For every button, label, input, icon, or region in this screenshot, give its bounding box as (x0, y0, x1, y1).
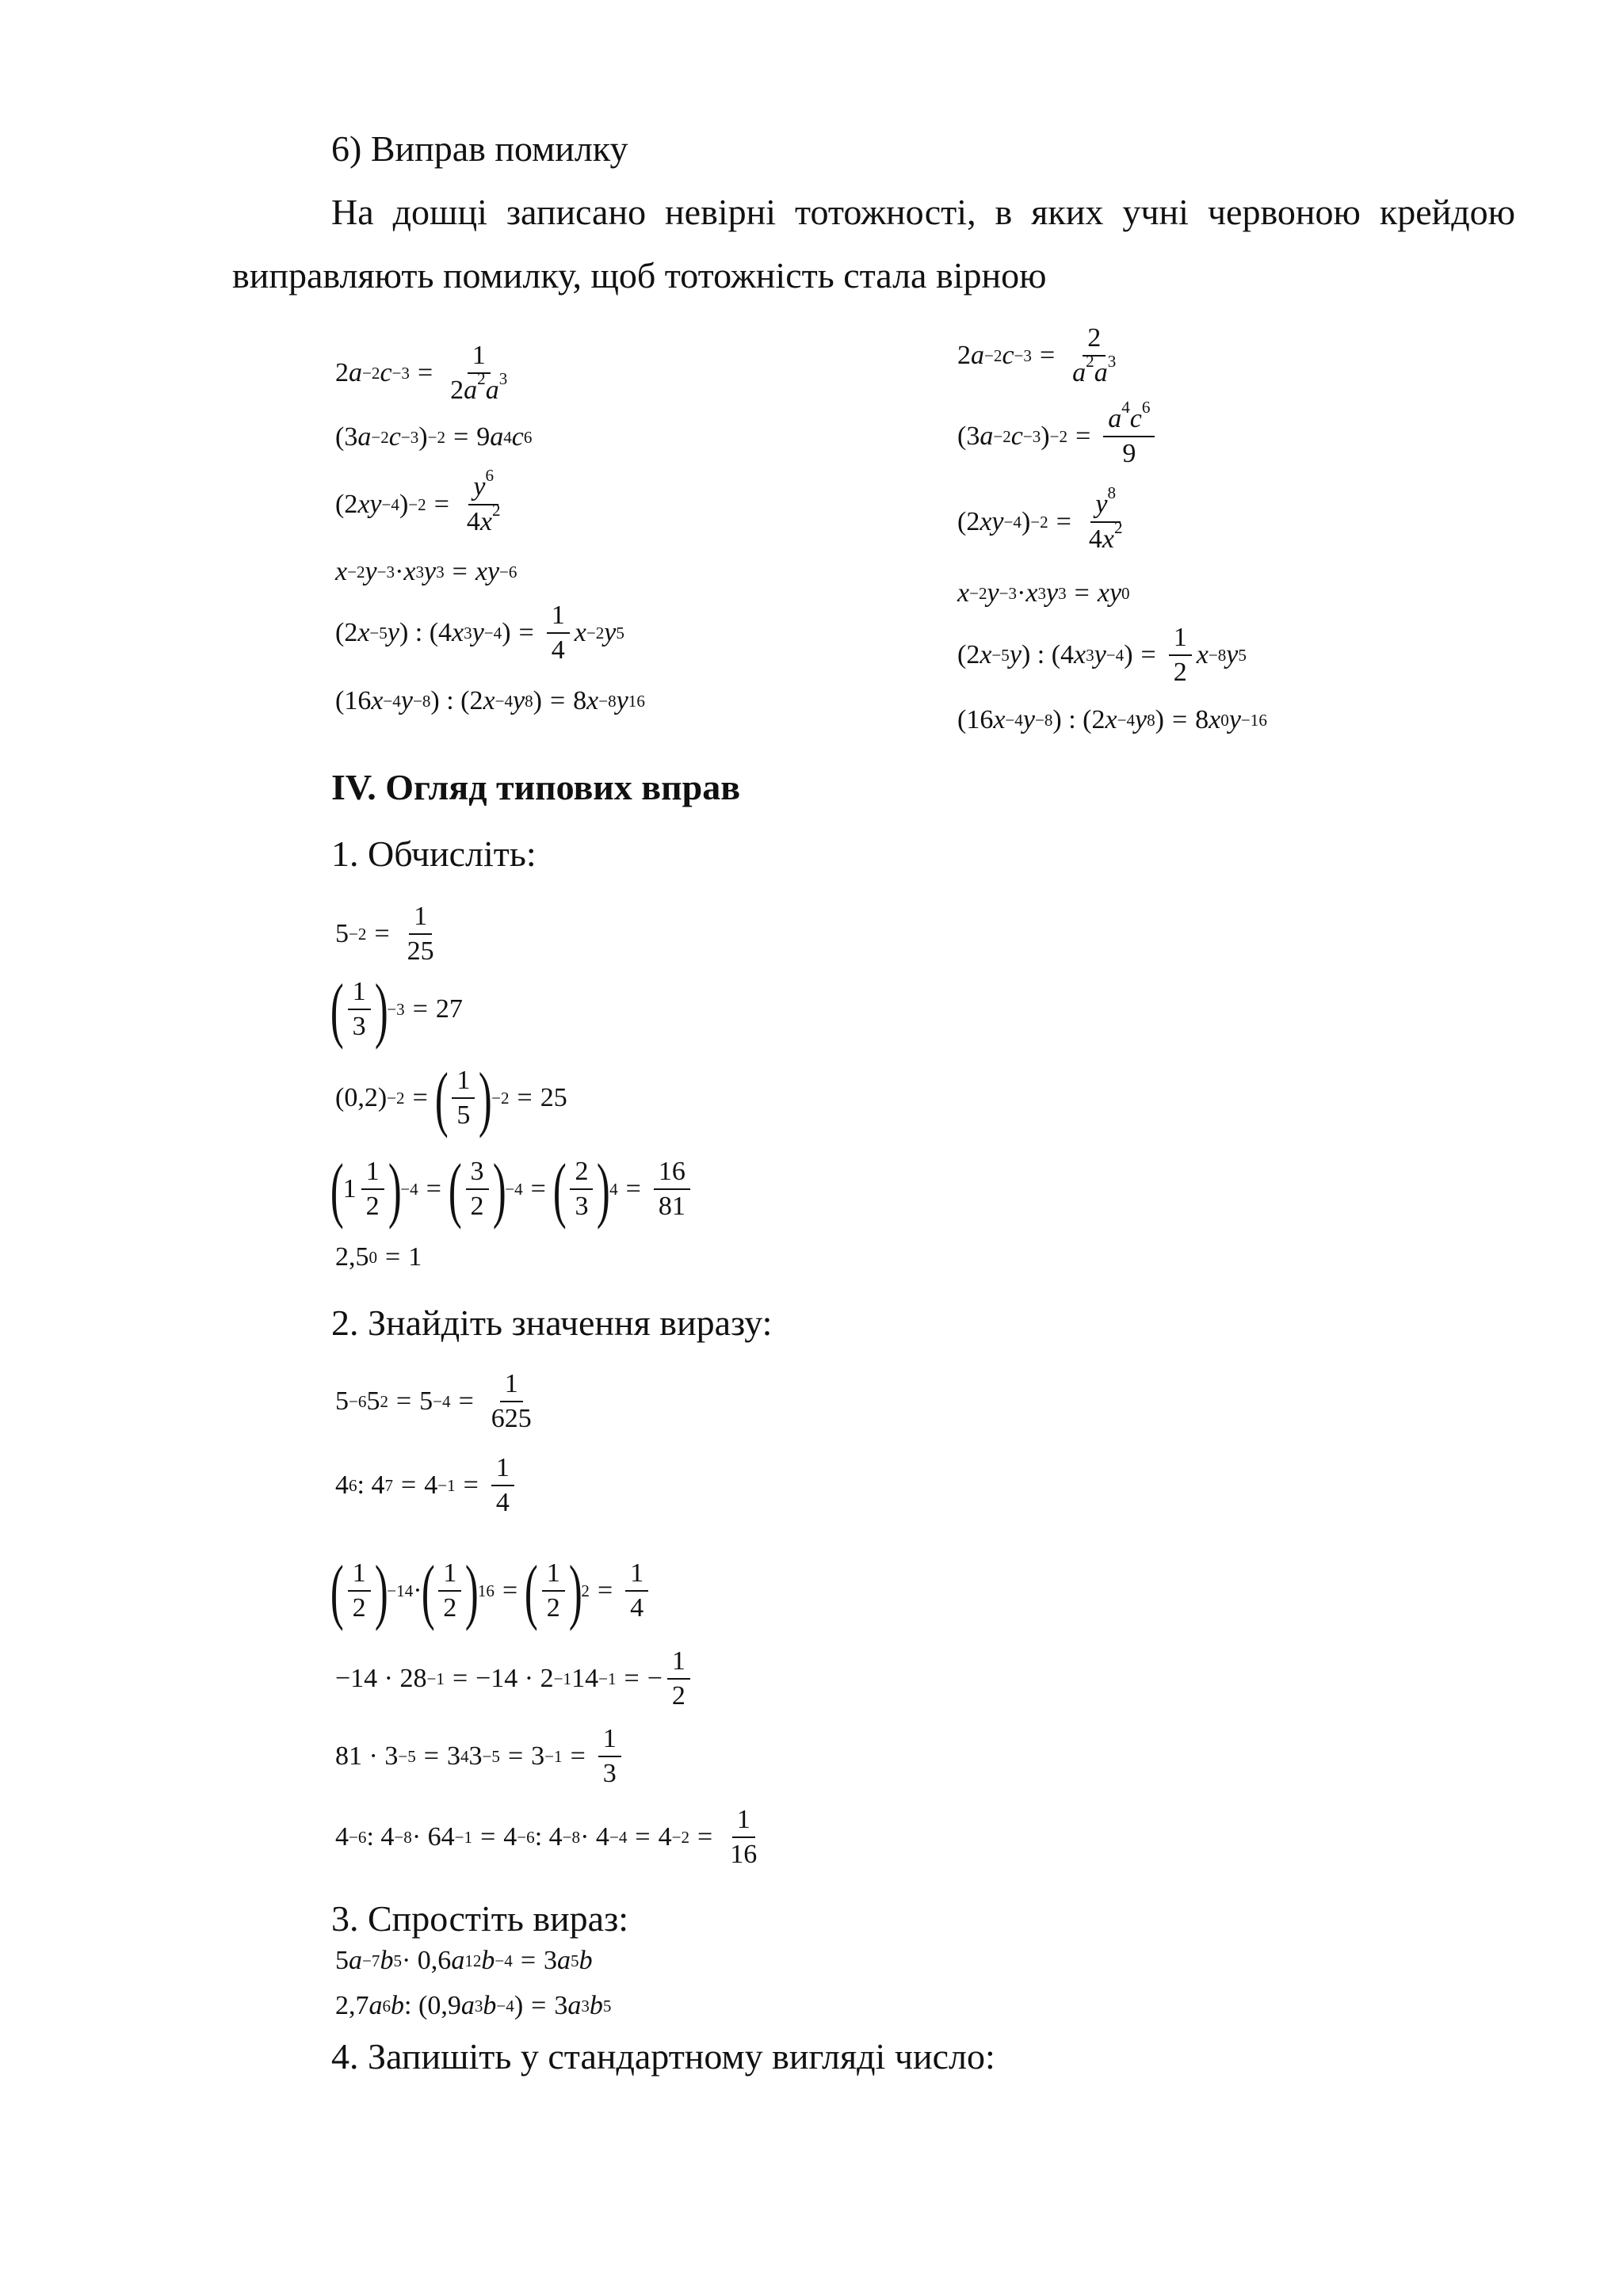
corrected-identity-1: 2 a −2 c −3 = $\frac{2}{a^2a^3}$ (957, 323, 1117, 387)
wrong-identity-3: (2 xy −4 ) −2 = $\frac{y^6}{4x^2}$ (335, 466, 501, 536)
exercise-heading: 6) Виправ помилку (331, 128, 628, 169)
task2-title: 2. Знайдіть значення виразу: (331, 1302, 773, 1343)
corrected-identity-6: (16 x −4 y −8 ) : (2 x −4 y 8 ) = 8 x 0 y −16 (957, 705, 1267, 734)
intro-paragraph-line1: На дошці записано невірні тотожності, в яких учні червоною крейдою (331, 192, 1515, 232)
task1-eq-5: 2,5 0 = 1 (335, 1242, 422, 1272)
wrong-identity-5: (2 x −5 y ) : (4 x 3 y −4 ) = $\frac{1}{4}$ x −2 y 5 (335, 601, 624, 665)
task3-title: 3. Спростіть вираз: (331, 1898, 629, 1939)
wrong-identity-1: 2 a −2 c −3 = $\frac{1}{2a^2a^3}$ (335, 341, 508, 405)
task1-eq-2: ( $\frac{1}{3}$ ) −3 = 27 (330, 969, 463, 1050)
wrong-identity-2: (3 a −2 c −3 ) −2 = 9 a 4 c 6 (335, 422, 533, 452)
task3-eq-2: 2,7 a 6 b : (0,9 a 3 b −4 ) = 3 a 3 b 5 (335, 1991, 612, 2020)
task1-eq-3: (0,2) −2 = ( $\frac{1}{5}$ ) −2 = 25 (335, 1058, 567, 1138)
task2-eq-6: 4 −6 : 4 −8 · 64 −1 = 4 −6 : 4 −8 · 4 −4 = 4 −2 = $\frac{1}{16}$ (335, 1805, 758, 1869)
task2-eq-2: 4 6 : 4 7 = 4 −1 = $\frac{1}{4}$ (335, 1455, 519, 1516)
task1-eq-1: 5 −2 = $\frac{1}{25}$ (335, 902, 434, 966)
corrected-identity-4: x −2 y −3 · x 3 y 3 = xy 0 (957, 578, 1130, 608)
wrong-identity-6: (16 x −4 y −8 ) : (2 x −4 y 8 ) = 8 x −8 y 16 (335, 686, 645, 715)
task1-title: 1. Обчисліть: (331, 833, 537, 874)
section-title: IV. Огляд типових вправ (331, 767, 741, 807)
corrected-identity-5: (2 x −5 y ) : (4 x 3 y −4 ) = $\frac{1}{2}$ x −8 y 5 (957, 623, 1247, 687)
corrected-identity-3: (2 xy −4 ) −2 = $\frac{y^8}{4x^2}$ (957, 483, 1123, 554)
task1-eq-4: ( 1 $\frac{1}{2}$ ) −4 = ( $\frac{3}{2}$ ) −4 = ( $\frac{2}{3}$ ) 4 = $\frac{16}{81}$ (331, 1153, 695, 1226)
task2-eq-1: 5 −6 5 2 = 5 −4 = $\frac{1}{625}$ (335, 1369, 532, 1433)
wrong-identity-4: x −2 y −3 · x 3 y 3 = xy −6 (335, 557, 517, 586)
task2-eq-4: −14 · 28 −1 = −14 · 2 −1 14 −1 = − $\frac{1}{2}$ (335, 1648, 695, 1710)
task4-title: 4. Запишіть у стандартному вигляді число: (331, 2036, 995, 2077)
task2-eq-5: 81 · 3 −5 = 3 4 3 −5 = 3 −1 = $\frac{1}{3}$ (335, 1726, 626, 1787)
task3-eq-1: 5 a −7 b 5 · 0,6 a 12 b −4 = 3 a 5 b (335, 1946, 593, 1975)
intro-paragraph-line2: виправляють помилку, щоб тотожність стала вірною (232, 255, 1047, 296)
corrected-identity-2: (3 a −2 c −3 ) −2 = $\frac{a^4c^6}{9}$ (957, 406, 1159, 467)
task2-eq-3: ( $\frac{1}{2}$ ) −14 · ( $\frac{1}{2}$ ) 16 = ( $\frac{1}{2}$ ) 2 = $\frac{1}{4}$ (331, 1554, 653, 1627)
